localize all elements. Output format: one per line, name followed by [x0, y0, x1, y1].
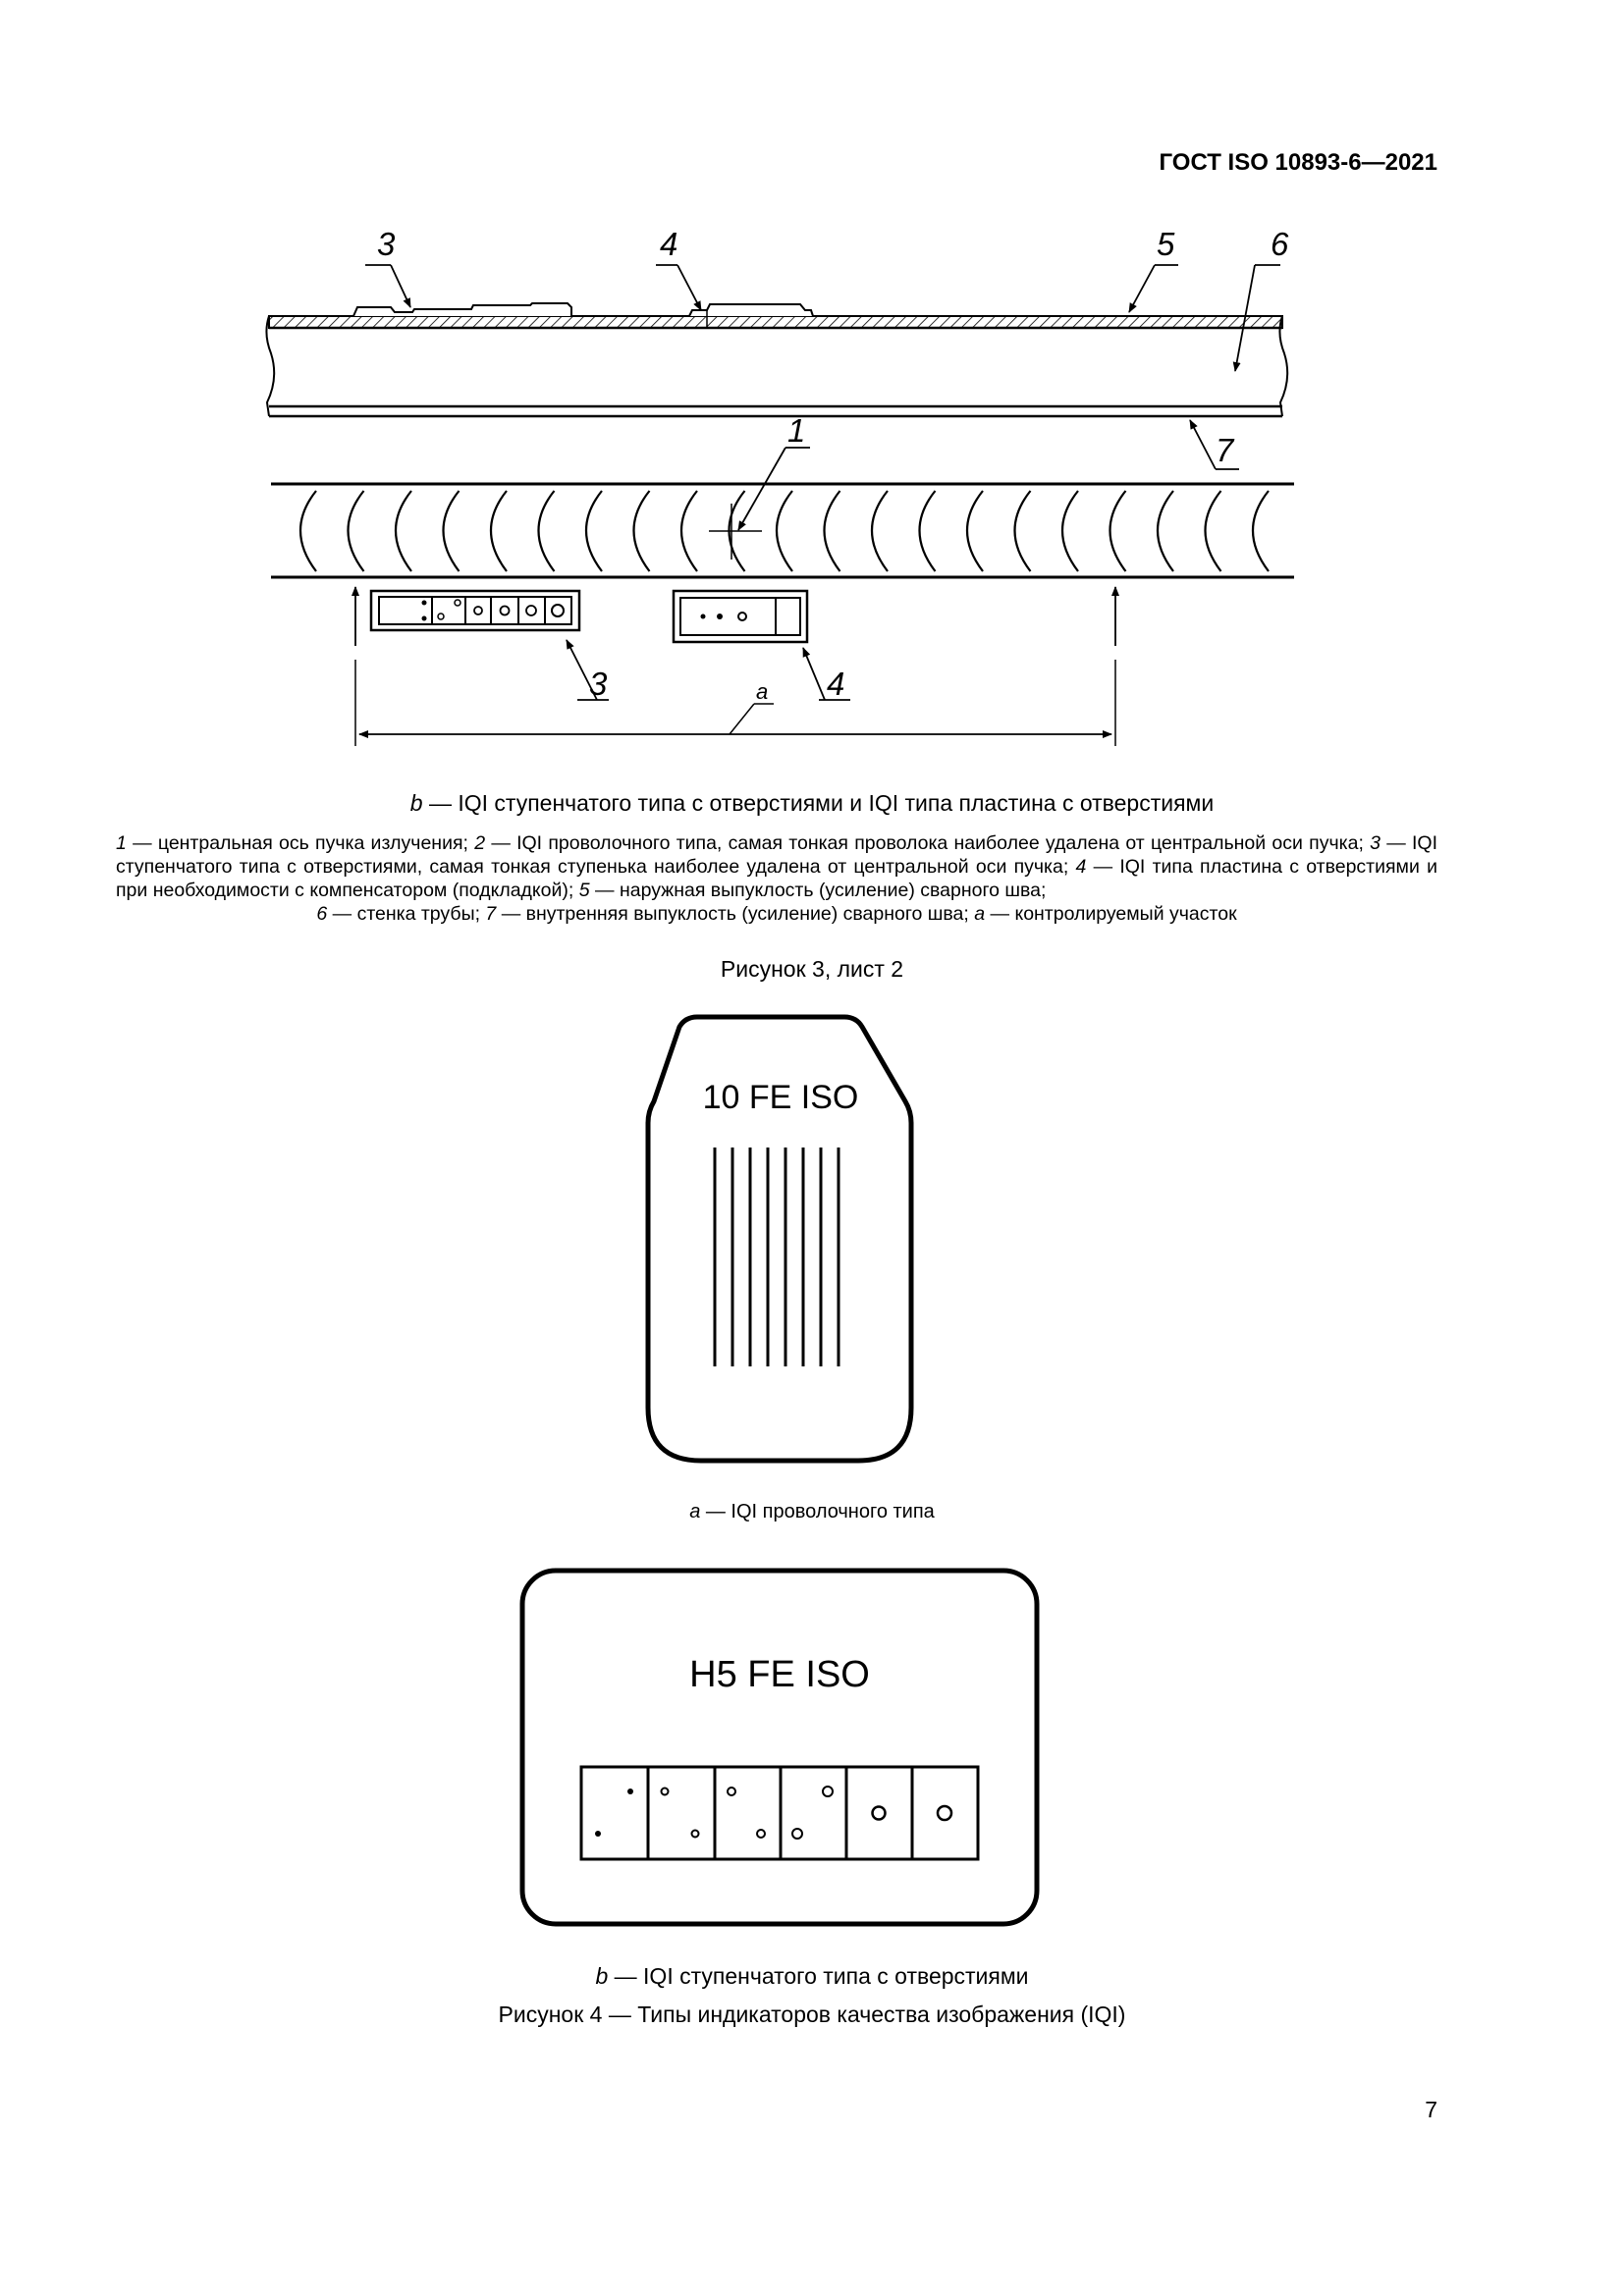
callout-7: 7	[1216, 432, 1234, 468]
weld-ripple	[872, 491, 888, 571]
step-iqi-plan	[371, 591, 579, 630]
legend-key: 1	[116, 832, 127, 854]
figure-4-title: Рисунок 4 — Типы индикаторов качества изображения (IQI)	[498, 2002, 1126, 2027]
weld-ripple	[396, 491, 411, 571]
weld-ripple	[1015, 491, 1031, 571]
callout-a: a	[756, 679, 769, 704]
callout-6: 6	[1271, 226, 1289, 262]
legend-text: — IQI типа пластина с отверстиями и при необходимости с компенсатором (подкладкой);	[116, 856, 1437, 901]
page-number: 7	[1425, 2097, 1437, 2122]
figure-4a-caption	[0, 1501, 1624, 1523]
legend-key: 2	[474, 832, 486, 854]
legend-text: — центральная ось пучка излучения;	[126, 832, 475, 854]
weld-ripple	[491, 491, 507, 571]
weld-ripple	[634, 491, 650, 571]
caption-text: — IQI ступенчатого типа с отверстиями	[608, 1963, 1029, 1989]
plate-iqi-plan	[674, 591, 807, 642]
caption-letter: b	[595, 1963, 609, 1989]
legend-text: — контролируемый участок	[985, 903, 1237, 925]
caption-text: — IQI проволочного типа	[700, 1501, 935, 1522]
step-iqi-label: H5 FE ISO	[689, 1654, 870, 1695]
figure-4-drawing	[0, 1001, 1624, 1944]
callout-4-top: 4	[660, 226, 678, 262]
callout-4-bottom: 4	[827, 666, 845, 702]
callout-3-top: 3	[377, 226, 396, 262]
weld-ripple	[681, 491, 697, 571]
wire-iqi	[648, 1017, 911, 1461]
weld-ripple	[1110, 491, 1126, 571]
weld-ripple	[1062, 491, 1078, 571]
weld-ripple	[1206, 491, 1221, 571]
caption-letter: a	[689, 1501, 701, 1522]
legend-text: — наружная выпуклость (усиление) сварного шва;	[589, 880, 1047, 901]
pipe-section	[266, 303, 1287, 416]
weld-ripple	[967, 491, 983, 571]
figure-4b-caption	[0, 1963, 1624, 1990]
weld-ripple	[586, 491, 602, 571]
step-iqi	[522, 1571, 1037, 1924]
figure-3-subcaption	[0, 790, 1624, 817]
figure-3-title: Рисунок 3, лист 2	[720, 956, 904, 982]
legend-key: 3	[1370, 832, 1380, 854]
weld-seam	[271, 484, 1294, 577]
weld-ripple	[300, 491, 316, 571]
legend-key: 5	[578, 880, 590, 901]
subcaption-letter: b	[409, 790, 423, 816]
weld-ripple	[539, 491, 555, 571]
figure-3-legend	[116, 831, 1437, 926]
legend-text: — стенка трубы;	[327, 903, 486, 925]
callout-5: 5	[1157, 226, 1175, 262]
weld-ripple	[349, 491, 364, 571]
figure-3-drawing	[0, 0, 1624, 785]
subcaption-text: — IQI ступенчатого типа с отверстиями и IQI типа пластина с отверстиями	[422, 790, 1215, 816]
legend-key: 6	[316, 903, 328, 925]
callout-3-bottom: 3	[589, 666, 608, 702]
legend-last-line	[116, 902, 1437, 926]
weld-ripple	[920, 491, 936, 571]
legend-text: — IQI ступенчатого типа с отверстиями, самая тонкая ступенька наиболее удалена от центральной оси пучка;	[116, 832, 1437, 878]
weld-ripple	[777, 491, 792, 571]
wire-iqi-label: 10 FE ISO	[702, 1079, 859, 1116]
legend-key: 4	[1075, 856, 1087, 878]
legend-text: — внутренняя выпуклость (усиление) сварного шва;	[496, 903, 975, 925]
legend-text: — IQI проволочного типа, самая тонкая проволока наиболее удалена от центральной оси пучка;	[485, 832, 1371, 854]
document-header: ГОСТ ISO 10893-6—2021	[1159, 149, 1437, 176]
weld-ripple	[1158, 491, 1173, 571]
weld-ripple	[825, 491, 840, 571]
weld-ripple	[1253, 491, 1269, 571]
legend-key: a	[974, 903, 986, 925]
weld-ripple	[444, 491, 460, 571]
legend-key: 7	[485, 903, 497, 925]
callout-1: 1	[787, 412, 806, 449]
